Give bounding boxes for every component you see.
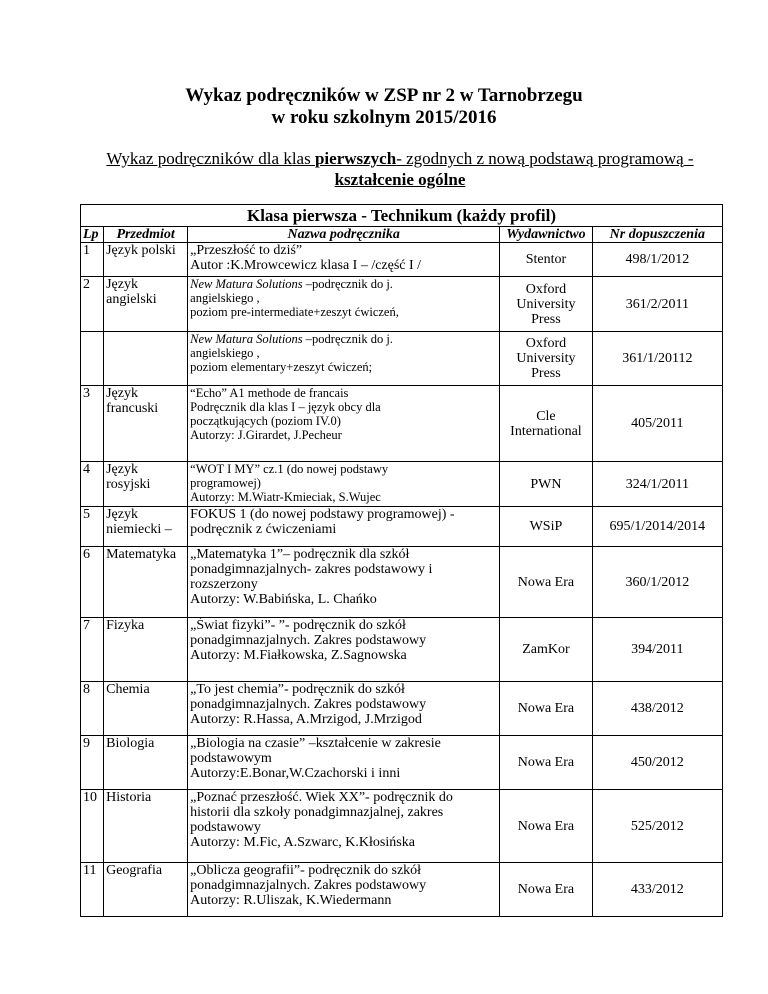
lp-cell: 8 bbox=[81, 682, 104, 736]
subject-cell bbox=[104, 507, 188, 547]
textbook-title-cell bbox=[188, 462, 500, 507]
cell-line bbox=[190, 332, 497, 346]
textbook-title-cell bbox=[188, 243, 500, 277]
publisher-cell bbox=[500, 547, 592, 618]
approval-number-cell: 324/1/2011 bbox=[592, 462, 722, 507]
cell-line: „Matematyka 1”– podręcznik dla szkół bbox=[190, 547, 410, 562]
lp-cell: 10 bbox=[81, 790, 104, 863]
cell-line: Cle bbox=[536, 408, 556, 424]
cell-line: University bbox=[516, 351, 576, 366]
lp-cell: 11 bbox=[81, 863, 104, 917]
publisher-cell bbox=[500, 277, 592, 332]
subtitle-part3: - zgodnych z nową podstawą programową - bbox=[396, 149, 694, 168]
approval-number-cell: 525/2012 bbox=[592, 790, 722, 863]
cell-line: Autorzy: M.Wiatr-Kmieciak, S.Wujec bbox=[190, 490, 381, 504]
table-row bbox=[81, 386, 723, 462]
subject-cell bbox=[104, 618, 188, 682]
textbook-title-cell bbox=[188, 682, 500, 736]
cell-line: „Oblicza geografii”- podręcznik do szkół bbox=[190, 863, 422, 878]
cell-line bbox=[190, 277, 497, 291]
publisher-cell bbox=[500, 790, 592, 863]
cell-line: Autorzy: J.Girardet, J.Pecheur bbox=[190, 428, 342, 442]
cell-line: Język bbox=[106, 277, 138, 292]
subject-cell bbox=[104, 462, 188, 507]
publisher-cell bbox=[500, 736, 592, 790]
cell-line: PWN bbox=[530, 476, 562, 492]
cell-line: Nowa Era bbox=[517, 818, 575, 834]
cell-line: podstawowy bbox=[190, 820, 261, 835]
lp-cell: 4 bbox=[81, 462, 104, 507]
subject-cell bbox=[104, 682, 188, 736]
lp-cell bbox=[81, 332, 104, 386]
cell-line: Chemia bbox=[106, 682, 150, 697]
cell-line: historii dla szkoły ponadgimnazjalnej, zakres bbox=[190, 805, 444, 820]
table-header-row bbox=[81, 227, 723, 243]
column-header-title: Nazwa podręcznika bbox=[188, 227, 500, 243]
cell-line: Autorzy:E.Bonar,W.Czachorski i inni bbox=[190, 766, 401, 781]
cell-line: „Przeszłość to dziś” bbox=[190, 243, 303, 258]
cell-line: “WOT I MY” cz.1 (do nowej podstawy bbox=[190, 462, 389, 476]
publisher-cell bbox=[500, 332, 592, 386]
approval-number-cell: 450/2012 bbox=[592, 736, 722, 790]
cell-line: “Echo” A1 methode de francais bbox=[190, 386, 349, 400]
approval-number-cell: 360/1/2012 bbox=[592, 547, 722, 618]
subtitle-part2: pierwszych bbox=[314, 149, 397, 168]
table-row bbox=[81, 243, 723, 277]
cell-line: FOKUS 1 (do nowej podstawy programowej) - bbox=[190, 507, 455, 522]
table-row bbox=[81, 507, 723, 547]
cell-line: rozszerzony bbox=[190, 577, 258, 592]
approval-number-cell: 695/1/2014/2014 bbox=[592, 507, 722, 547]
cell-line: Autorzy: W.Babińska, L. Chańko bbox=[190, 592, 377, 607]
cell-line: Press bbox=[531, 366, 561, 381]
lp-cell: 3 bbox=[81, 386, 104, 462]
column-header-lp: Lp bbox=[81, 227, 104, 243]
table-row bbox=[81, 618, 723, 682]
textbook-title-cell bbox=[188, 507, 500, 547]
cell-line: University bbox=[516, 296, 576, 312]
column-header-number: Nr dopuszczenia bbox=[592, 227, 722, 243]
textbook-title-cell bbox=[188, 790, 500, 863]
cell-line: programowej) bbox=[190, 476, 261, 490]
cell-line: Język polski bbox=[106, 243, 176, 258]
cell-line: ponadgimnazjalnych. Zakres podstawowy bbox=[190, 697, 427, 712]
approval-number-cell: 405/2011 bbox=[592, 386, 722, 462]
cell-line: Matematyka bbox=[106, 547, 177, 562]
cell-line: angielskiego , bbox=[190, 346, 260, 360]
lp-cell: 7 bbox=[81, 618, 104, 682]
table-row bbox=[81, 682, 723, 736]
subject-cell bbox=[104, 790, 188, 863]
subtitle-part1: Wykaz podręczników dla klas bbox=[106, 149, 315, 168]
cell-line: Autorzy: R.Hassa, A.Mrzigod, J.Mrzigod bbox=[190, 712, 422, 727]
page-title: Wykaz podręczników w ZSP nr 2 w Tarnobrzegu bbox=[185, 85, 583, 106]
cell-line: Nowa Era bbox=[517, 701, 575, 716]
textbook-title-cell bbox=[188, 863, 500, 917]
cell-line: Oxford bbox=[525, 281, 567, 297]
cell-line: francuski bbox=[106, 401, 159, 416]
table-row bbox=[81, 332, 723, 386]
cell-line: poziom elementary+zeszyt ćwiczeń; bbox=[190, 360, 373, 374]
cell-line: „Świat fizyki”- ”- podręcznik do szkół bbox=[190, 618, 406, 633]
approval-number-cell: 361/2/2011 bbox=[592, 277, 722, 332]
lp-cell: 1 bbox=[81, 243, 104, 277]
publisher-cell bbox=[500, 462, 592, 507]
textbook-title-cell bbox=[188, 547, 500, 618]
cell-line: poziom pre-intermediate+zeszyt ćwiczeń, bbox=[190, 305, 399, 319]
subject-cell bbox=[104, 547, 188, 618]
approval-number-cell: 498/1/2012 bbox=[592, 243, 722, 277]
cell-line: ponadgimnazjalnych- zakres podstawowy i bbox=[190, 562, 433, 577]
cell-line: Historia bbox=[106, 790, 152, 805]
table-row bbox=[81, 547, 723, 618]
cell-line: Geografia bbox=[106, 863, 163, 878]
cell-line: Nowa Era bbox=[517, 755, 575, 770]
lp-cell: 2 bbox=[81, 277, 104, 332]
cell-line: International bbox=[510, 423, 582, 439]
subtitle-part4: kształcenie ogólne bbox=[334, 170, 466, 189]
cell-line: Język bbox=[106, 386, 138, 401]
table-row bbox=[81, 863, 723, 917]
publisher-cell bbox=[500, 507, 592, 547]
publisher-cell bbox=[500, 618, 592, 682]
subject-cell bbox=[104, 863, 188, 917]
table-row bbox=[81, 736, 723, 790]
publisher-cell bbox=[500, 386, 592, 462]
column-header-publisher: Wydawnictwo bbox=[500, 227, 592, 243]
cell-line: Autorzy: M.Fiałkowska, Z.Sagnowska bbox=[190, 648, 407, 663]
lp-cell: 6 bbox=[81, 547, 104, 618]
cell-line: ZamKor bbox=[522, 642, 570, 657]
cell-line: Oxford bbox=[525, 336, 567, 351]
series-suffix: –podręcznik do j. bbox=[302, 277, 393, 291]
cell-line: Autorzy: M.Fic, A.Szwarc, K.Kłosińska bbox=[190, 835, 415, 850]
cell-line: Fizyka bbox=[106, 618, 145, 633]
table-row bbox=[81, 462, 723, 507]
cell-line: podstawowym bbox=[190, 751, 272, 766]
lp-cell: 9 bbox=[81, 736, 104, 790]
cell-line: Biologia bbox=[106, 736, 155, 751]
cell-line: rosyjski bbox=[106, 477, 151, 492]
table-row bbox=[81, 790, 723, 863]
cell-line: „Poznać przeszłość. Wiek XX”- podręcznik do bbox=[190, 790, 453, 805]
approval-number-cell: 438/2012 bbox=[592, 682, 722, 736]
page-title-year: w roku szkolnym 2015/2016 bbox=[271, 107, 497, 128]
table-caption: Klasa pierwsza - Technikum (każdy profil) bbox=[81, 205, 723, 227]
cell-line: Nowa Era bbox=[517, 574, 575, 590]
cell-line: ponadgimnazjalnych. Zakres podstawowy bbox=[190, 633, 427, 648]
cell-line: WSiP bbox=[529, 519, 563, 534]
subject-cell bbox=[104, 277, 188, 332]
cell-line: Podręcznik dla klas I – język obcy dla bbox=[190, 400, 381, 414]
subject-cell bbox=[104, 332, 188, 386]
publisher-cell bbox=[500, 863, 592, 917]
subject-cell bbox=[104, 243, 188, 277]
cell-line: „Biologia na czasie” –kształcenie w zakresie bbox=[190, 736, 441, 751]
textbook-title-cell bbox=[188, 386, 500, 462]
cell-line: Autor :K.Mrowcewicz klasa I – /część I / bbox=[190, 258, 422, 273]
series-suffix: –podręcznik do j. bbox=[302, 332, 393, 346]
series-name: New Matura Solutions bbox=[190, 332, 303, 346]
subtitle bbox=[80, 148, 720, 190]
approval-number-cell: 394/2011 bbox=[592, 618, 722, 682]
textbook-title-cell bbox=[188, 618, 500, 682]
cell-line: początkujących (poziom IV.0) bbox=[190, 414, 341, 428]
lp-cell: 5 bbox=[81, 507, 104, 547]
table-row bbox=[81, 277, 723, 332]
textbook-table bbox=[80, 204, 723, 917]
cell-line: ponadgimnazjalnych. Zakres podstawowy bbox=[190, 878, 427, 893]
cell-line: Stentor bbox=[525, 252, 567, 267]
cell-line: Nowa Era bbox=[517, 882, 575, 897]
approval-number-cell: 433/2012 bbox=[592, 863, 722, 917]
textbook-title-cell bbox=[188, 736, 500, 790]
approval-number-cell: 361/1/20112 bbox=[592, 332, 722, 386]
cell-line: Press bbox=[531, 311, 561, 327]
cell-line: Język bbox=[106, 462, 138, 477]
series-name: New Matura Solutions bbox=[190, 277, 303, 291]
subject-cell bbox=[104, 386, 188, 462]
textbook-title-cell bbox=[188, 277, 500, 332]
cell-line: Język bbox=[106, 507, 138, 522]
publisher-cell bbox=[500, 682, 592, 736]
publisher-cell bbox=[500, 243, 592, 277]
textbook-title-cell bbox=[188, 332, 500, 386]
subject-cell bbox=[104, 736, 188, 790]
cell-line: podręcznik z ćwiczeniami bbox=[190, 522, 337, 537]
cell-line: angielski bbox=[106, 292, 157, 307]
cell-line: Autorzy: R.Uliszak, K.Wiedermann bbox=[190, 893, 392, 908]
column-header-subject: Przedmiot bbox=[104, 227, 188, 243]
cell-line: angielskiego , bbox=[190, 291, 260, 305]
cell-line: „To jest chemia”- podręcznik do szkół bbox=[190, 682, 405, 697]
cell-line: niemiecki – bbox=[106, 522, 172, 537]
